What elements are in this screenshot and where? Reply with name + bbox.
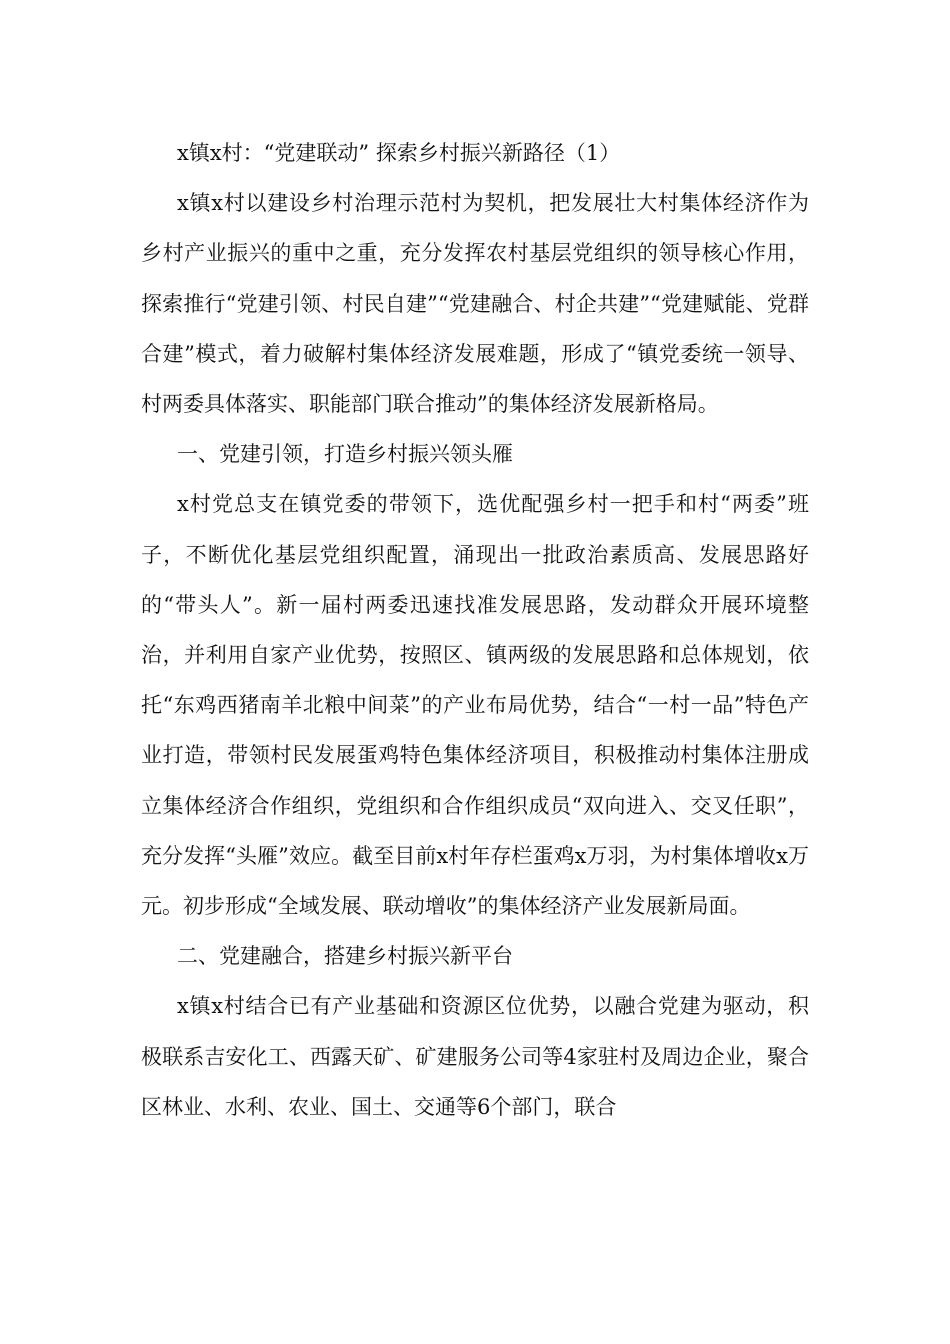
document-title: x镇x村：“党建联动” 探索乡村振兴新路径（1）	[177, 141, 621, 165]
section-heading-1: 一、党建引领，打造乡村振兴领头雁	[177, 442, 513, 467]
paragraph-section-1: x村党总支在镇党委的带领下，选优配强乡村一把手和村“两委”班子，不断优化基层党组织配置，涌现出一批政治素质高、发展思路好的“带头人”。新一届村两委迅速找准发展思路，发动群众开展环境整治，并利用自家产业优势，按照区、镇两级的发展思路和总体规划，依托“东鸡西猪南羊北粮中间菜”的产业布局优势，结合“一村一品”特色产业打造，带领村民发展蛋鸡特色集体经济项目，积极推动村集体注册成立集体经济合作组织，党组织和合作组织成员“双向进入、交叉任职”，充分发挥“头雁”效应。截至目前x村年存栏蛋鸡x万羽，为村集体增收x万元。初步形成“全域发展、联动增收”的集体经济产业发展新局面。	[141, 492, 809, 919]
paragraph-intro: x镇x村以建设乡村治理示范村为契机，把发展壮大村集体经济作为乡村产业振兴的重中之重，充分发挥农村基层党组织的领导核心作用，探索推行“党建引领、村民自建”“党建融合、村企共建”“党建赋能、党群合建”模式，着力破解村集体经济发展难题，形成了“镇党委统一领导、村两委具体落实、职能部门联合推动”的集体经济发展新格局。	[141, 191, 809, 417]
document-body	[141, 128, 809, 1132]
section-heading-2: 二、党建融合，搭建乡村振兴新平台	[177, 944, 513, 969]
paragraph-section-2: x镇x村结合已有产业基础和资源区位优势，以融合党建为驱动，积极联系吉安化工、西露天矿、矿建服务公司等4家驻村及周边企业，聚合区林业、水利、农业、国土、交通等6个部门，联合	[141, 994, 809, 1119]
